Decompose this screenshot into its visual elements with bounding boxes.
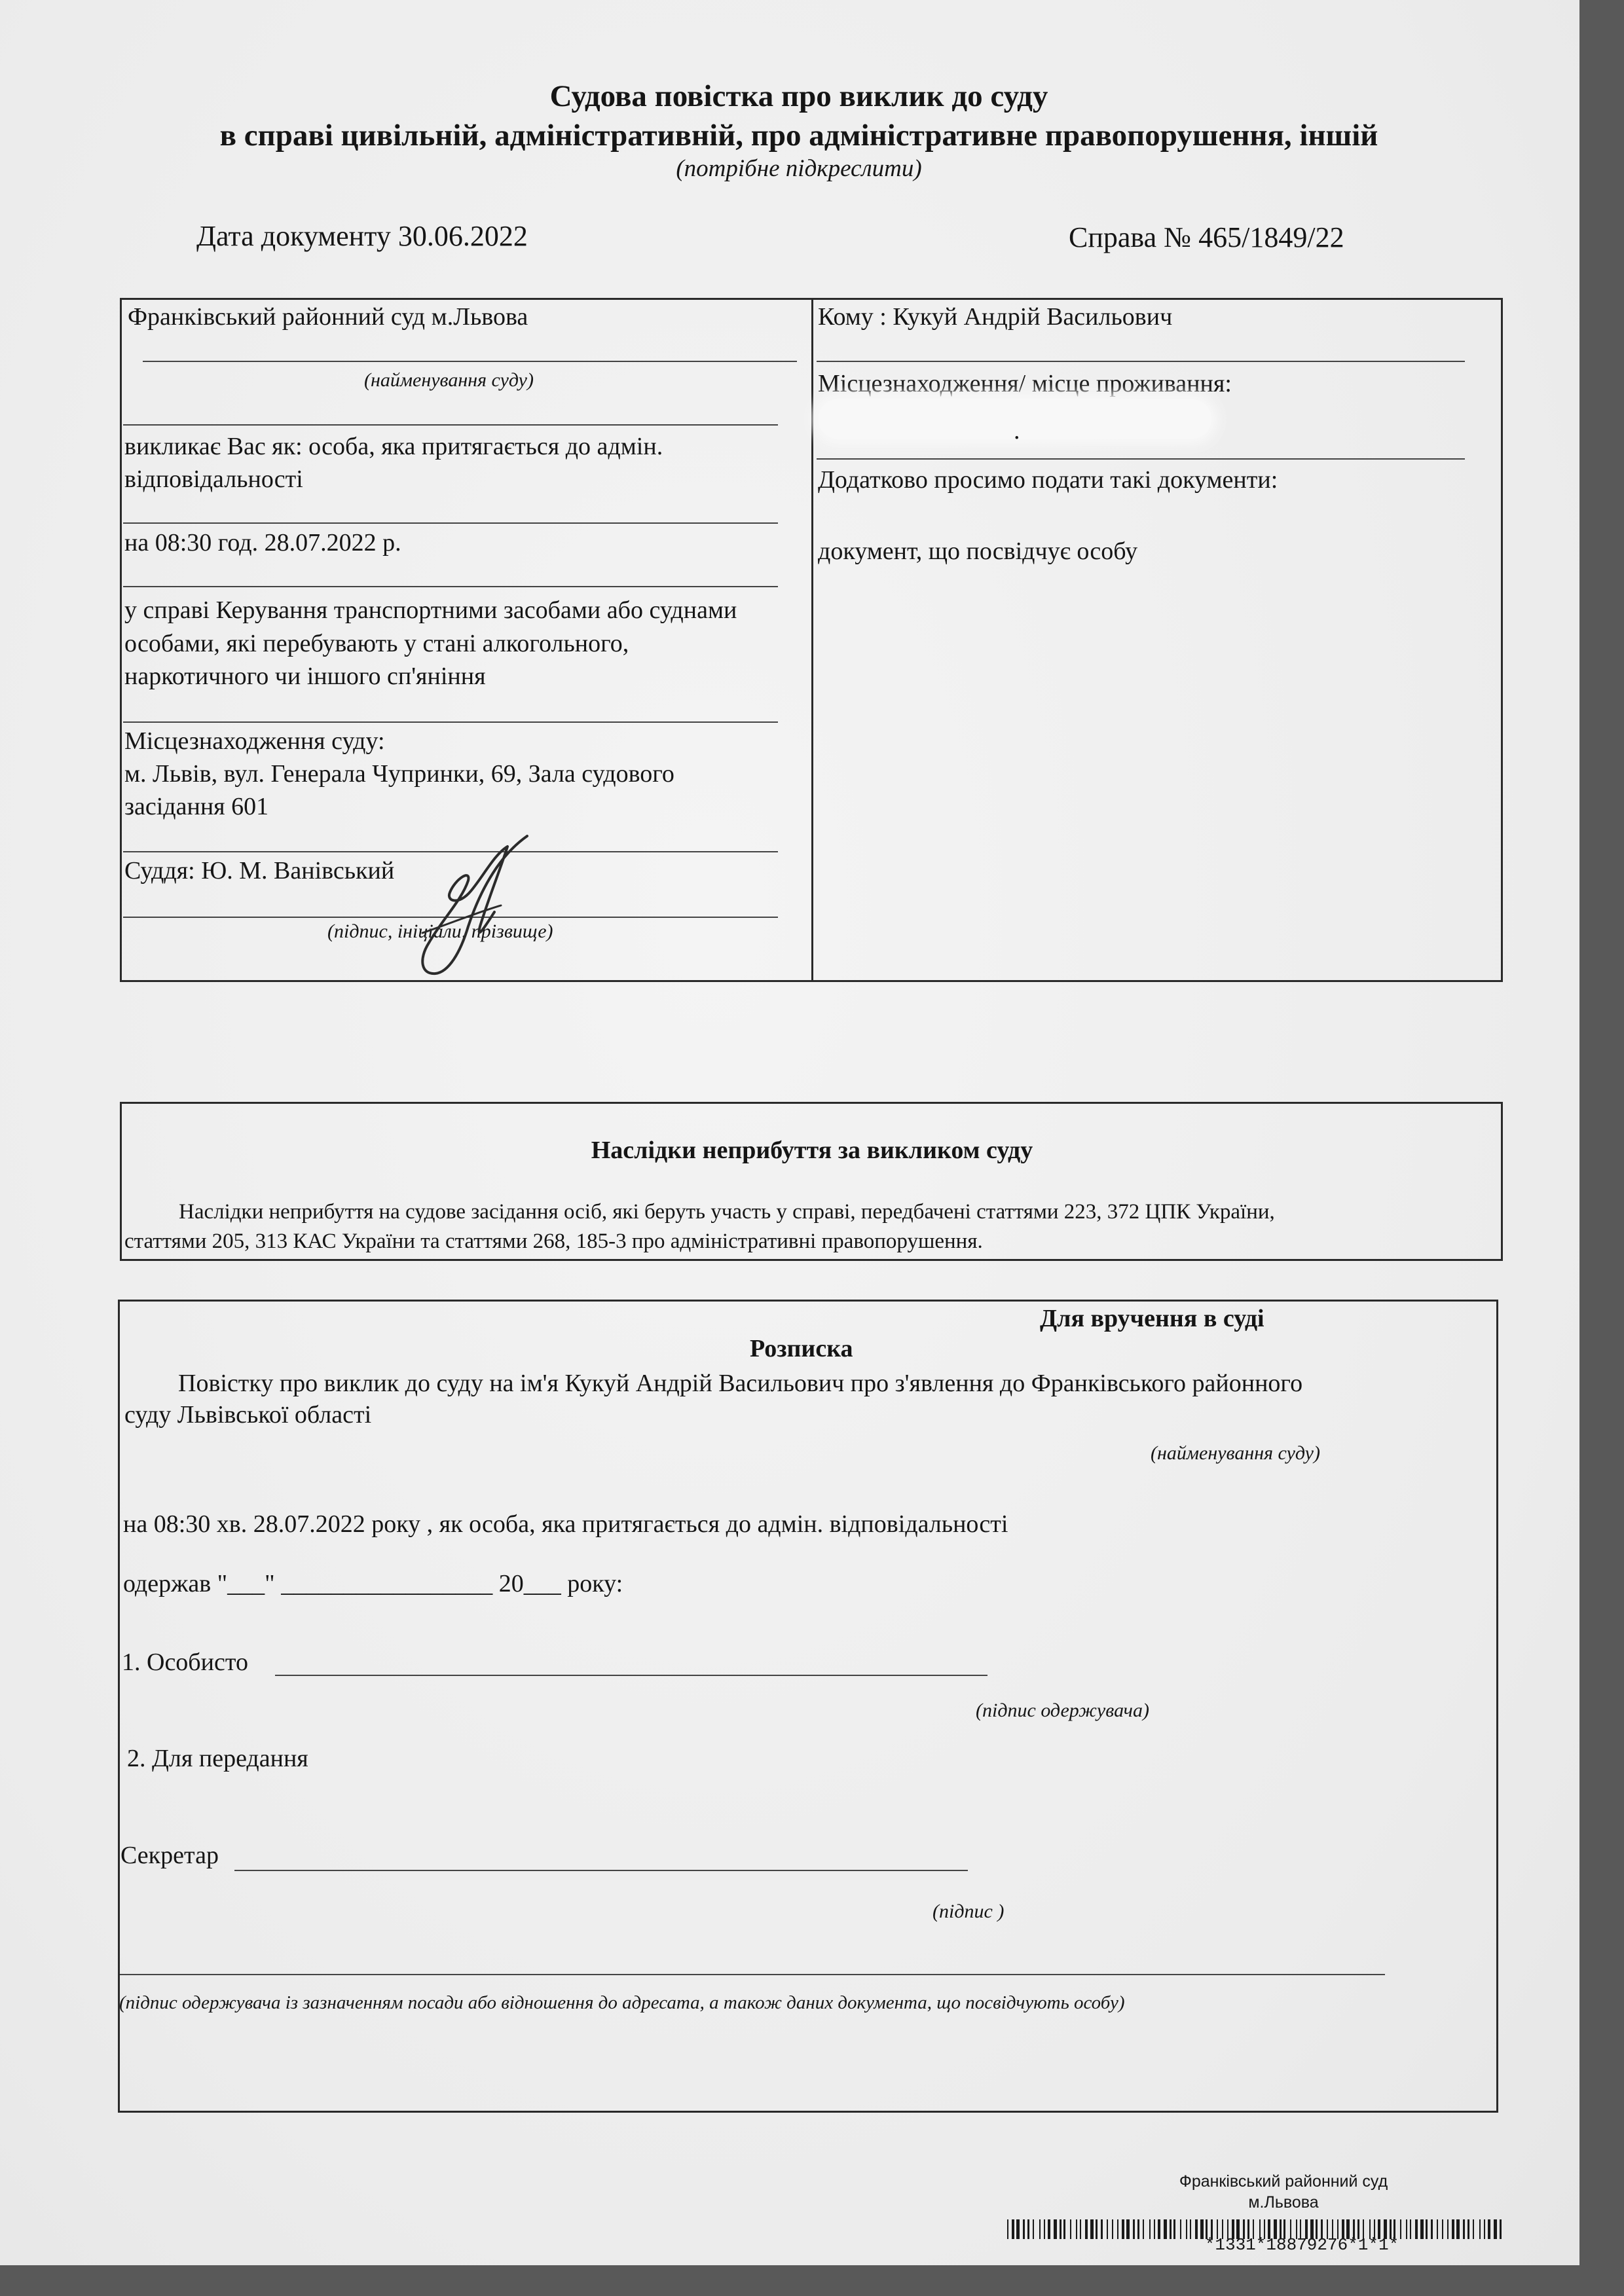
barcode-bar — [1033, 2219, 1034, 2239]
secretary-label: Секретар — [120, 1842, 219, 1869]
personally-label: 1. Особисто — [122, 1649, 248, 1676]
barcode-bar — [1122, 2219, 1124, 2239]
title-note: (потрібне підкреслити) — [676, 155, 922, 182]
barcode-bar — [1063, 2219, 1065, 2239]
barcode-bar — [1070, 2219, 1071, 2239]
barcode-bar — [1076, 2219, 1077, 2239]
title-line-2: в справі цивільній, адміністративній, про адміністративне правопорушення, іншій — [219, 118, 1378, 153]
barcode-bar — [1112, 2219, 1113, 2239]
barcode-bar — [1027, 2219, 1029, 2239]
rule — [143, 361, 797, 362]
recipient: Кому : Кукуй Андрій Васильович — [818, 303, 1173, 331]
summons-as-line-1: викликає Вас як: особа, яка притягається до адмін. — [124, 433, 663, 460]
column-divider — [811, 298, 813, 982]
rule — [817, 361, 1465, 362]
barcode-bar — [1044, 2219, 1045, 2239]
court-location-line-1: м. Львів, вул. Генерала Чупринки, 69, Зала судового — [124, 760, 674, 788]
signature-caption: (підпис, ініціали, прізвище) — [327, 920, 553, 942]
for-court-label: Для вручення в суді — [1040, 1305, 1264, 1332]
case-number: Справа № 465/1849/22 — [1069, 221, 1344, 253]
for-transfer-label: 2. Для передання — [127, 1745, 308, 1772]
case-subject-line-2: особами, які перебувають у стані алкогольного, — [124, 630, 629, 657]
extra-docs-label: Додатково просимо подати такі документи: — [818, 466, 1278, 494]
title-line-1: Судова повістка про виклик до суду — [549, 79, 1048, 113]
barcode-bar — [1048, 2219, 1050, 2239]
judge-name: Суддя: Ю. М. Ванівський — [124, 857, 395, 884]
barcode-bar — [1090, 2219, 1094, 2239]
barcode-bar — [1473, 2219, 1474, 2239]
barcode-bar — [1467, 2219, 1469, 2239]
barcode-bar — [1080, 2219, 1081, 2239]
secretary-caption: (підпис ) — [932, 1901, 1005, 1922]
barcode-bar — [1479, 2219, 1481, 2239]
barcode-bar — [1500, 2219, 1502, 2239]
rule — [123, 586, 778, 587]
rule — [123, 721, 778, 723]
receipt-time-line: на 08:30 хв. 28.07.2022 року , як особа, яка притягається до адмін. відповідальності — [123, 1510, 1008, 1538]
barcode-bar — [1126, 2219, 1130, 2239]
hearing-time: на 08:30 год. 28.07.2022 р. — [124, 529, 401, 556]
residence-value: . — [1014, 417, 1020, 445]
receipt-line-1: Повістку про виклик до суду на ім'я Кукуй Андрій Васильович про з'явлення до Франківського районного — [178, 1370, 1303, 1397]
rule — [817, 458, 1465, 460]
recipient-signature-caption: (підпис одержувача із зазначенням посади або відношення до адресата, а також даних документа, що посвідчують особу) — [119, 1992, 1125, 2013]
barcode-bar — [1054, 2219, 1057, 2239]
recipient-signature-line — [120, 1974, 1385, 1975]
extra-docs-value: документ, що посвідчує особу — [818, 538, 1138, 565]
barcode-bar — [1488, 2219, 1490, 2239]
barcode-bar — [1484, 2219, 1485, 2239]
consequences-text-line-2: статтями 205, 313 КАС України та статтями 268, 185-3 про адміністративні правопорушення. — [124, 1230, 983, 1253]
residence-label: Місцезнаходження/ місце проживання: — [818, 370, 1232, 397]
barcode-bar — [1060, 2219, 1061, 2239]
court-caption: (найменування суду) — [364, 369, 534, 391]
court-name: Франківський районний суд м.Львова — [128, 303, 528, 331]
receipt-court-caption: (найменування суду) — [1151, 1442, 1320, 1464]
court-location-label: Місцезнаходження суду: — [124, 727, 385, 755]
barcode-bar — [1101, 2219, 1103, 2239]
barcode-bar — [1007, 2219, 1008, 2239]
received-date-line: одержав "___" _________________ 20___ року: — [123, 1570, 623, 1597]
barcode-bar — [1133, 2219, 1135, 2239]
personally-caption: (підпис одержувача) — [976, 1700, 1149, 1721]
barcode-bar — [1039, 2219, 1041, 2239]
barcode-bar — [1494, 2219, 1497, 2239]
receipt-line-2: суду Львівської області — [124, 1401, 372, 1429]
barcode-bar — [1107, 2219, 1108, 2239]
document-date: Дата документу 30.06.2022 — [196, 220, 528, 252]
judge-signature — [403, 828, 547, 985]
consequences-text-line-1: Наслідки неприбуття на судове засідання осіб, які беруть участь у справі, передбачені статтями 223, 372 ЦПК України, — [179, 1200, 1275, 1224]
rule — [123, 424, 778, 426]
consequences-title: Наслідки неприбуття за викликом суду — [591, 1137, 1033, 1164]
barcode-bar — [1085, 2219, 1088, 2239]
case-subject-line-3: наркотичного чи іншого сп'яніння — [124, 663, 486, 690]
barcode-bar — [1117, 2219, 1118, 2239]
case-subject-line-1: у справі Керування транспортними засобами або суднами — [124, 596, 737, 624]
personally-signature-line — [275, 1675, 987, 1676]
barcode-bar — [1016, 2219, 1020, 2239]
summons-as-line-2: відповідальності — [124, 465, 303, 493]
barcode-bar — [1012, 2219, 1014, 2239]
receipt-title: Розписка — [750, 1335, 853, 1362]
court-location-line-2: засідання 601 — [124, 793, 269, 820]
rule — [123, 522, 778, 524]
footer-court-line-2: м.Львова — [1248, 2193, 1319, 2212]
secretary-signature-line — [234, 1870, 968, 1871]
barcode-bar — [1096, 2219, 1098, 2239]
footer-court-line-1: Франківський районний суд — [1179, 2172, 1388, 2191]
barcode-text: *1331*18879276*1*1* — [1204, 2235, 1399, 2255]
barcode-bar — [1023, 2219, 1025, 2239]
